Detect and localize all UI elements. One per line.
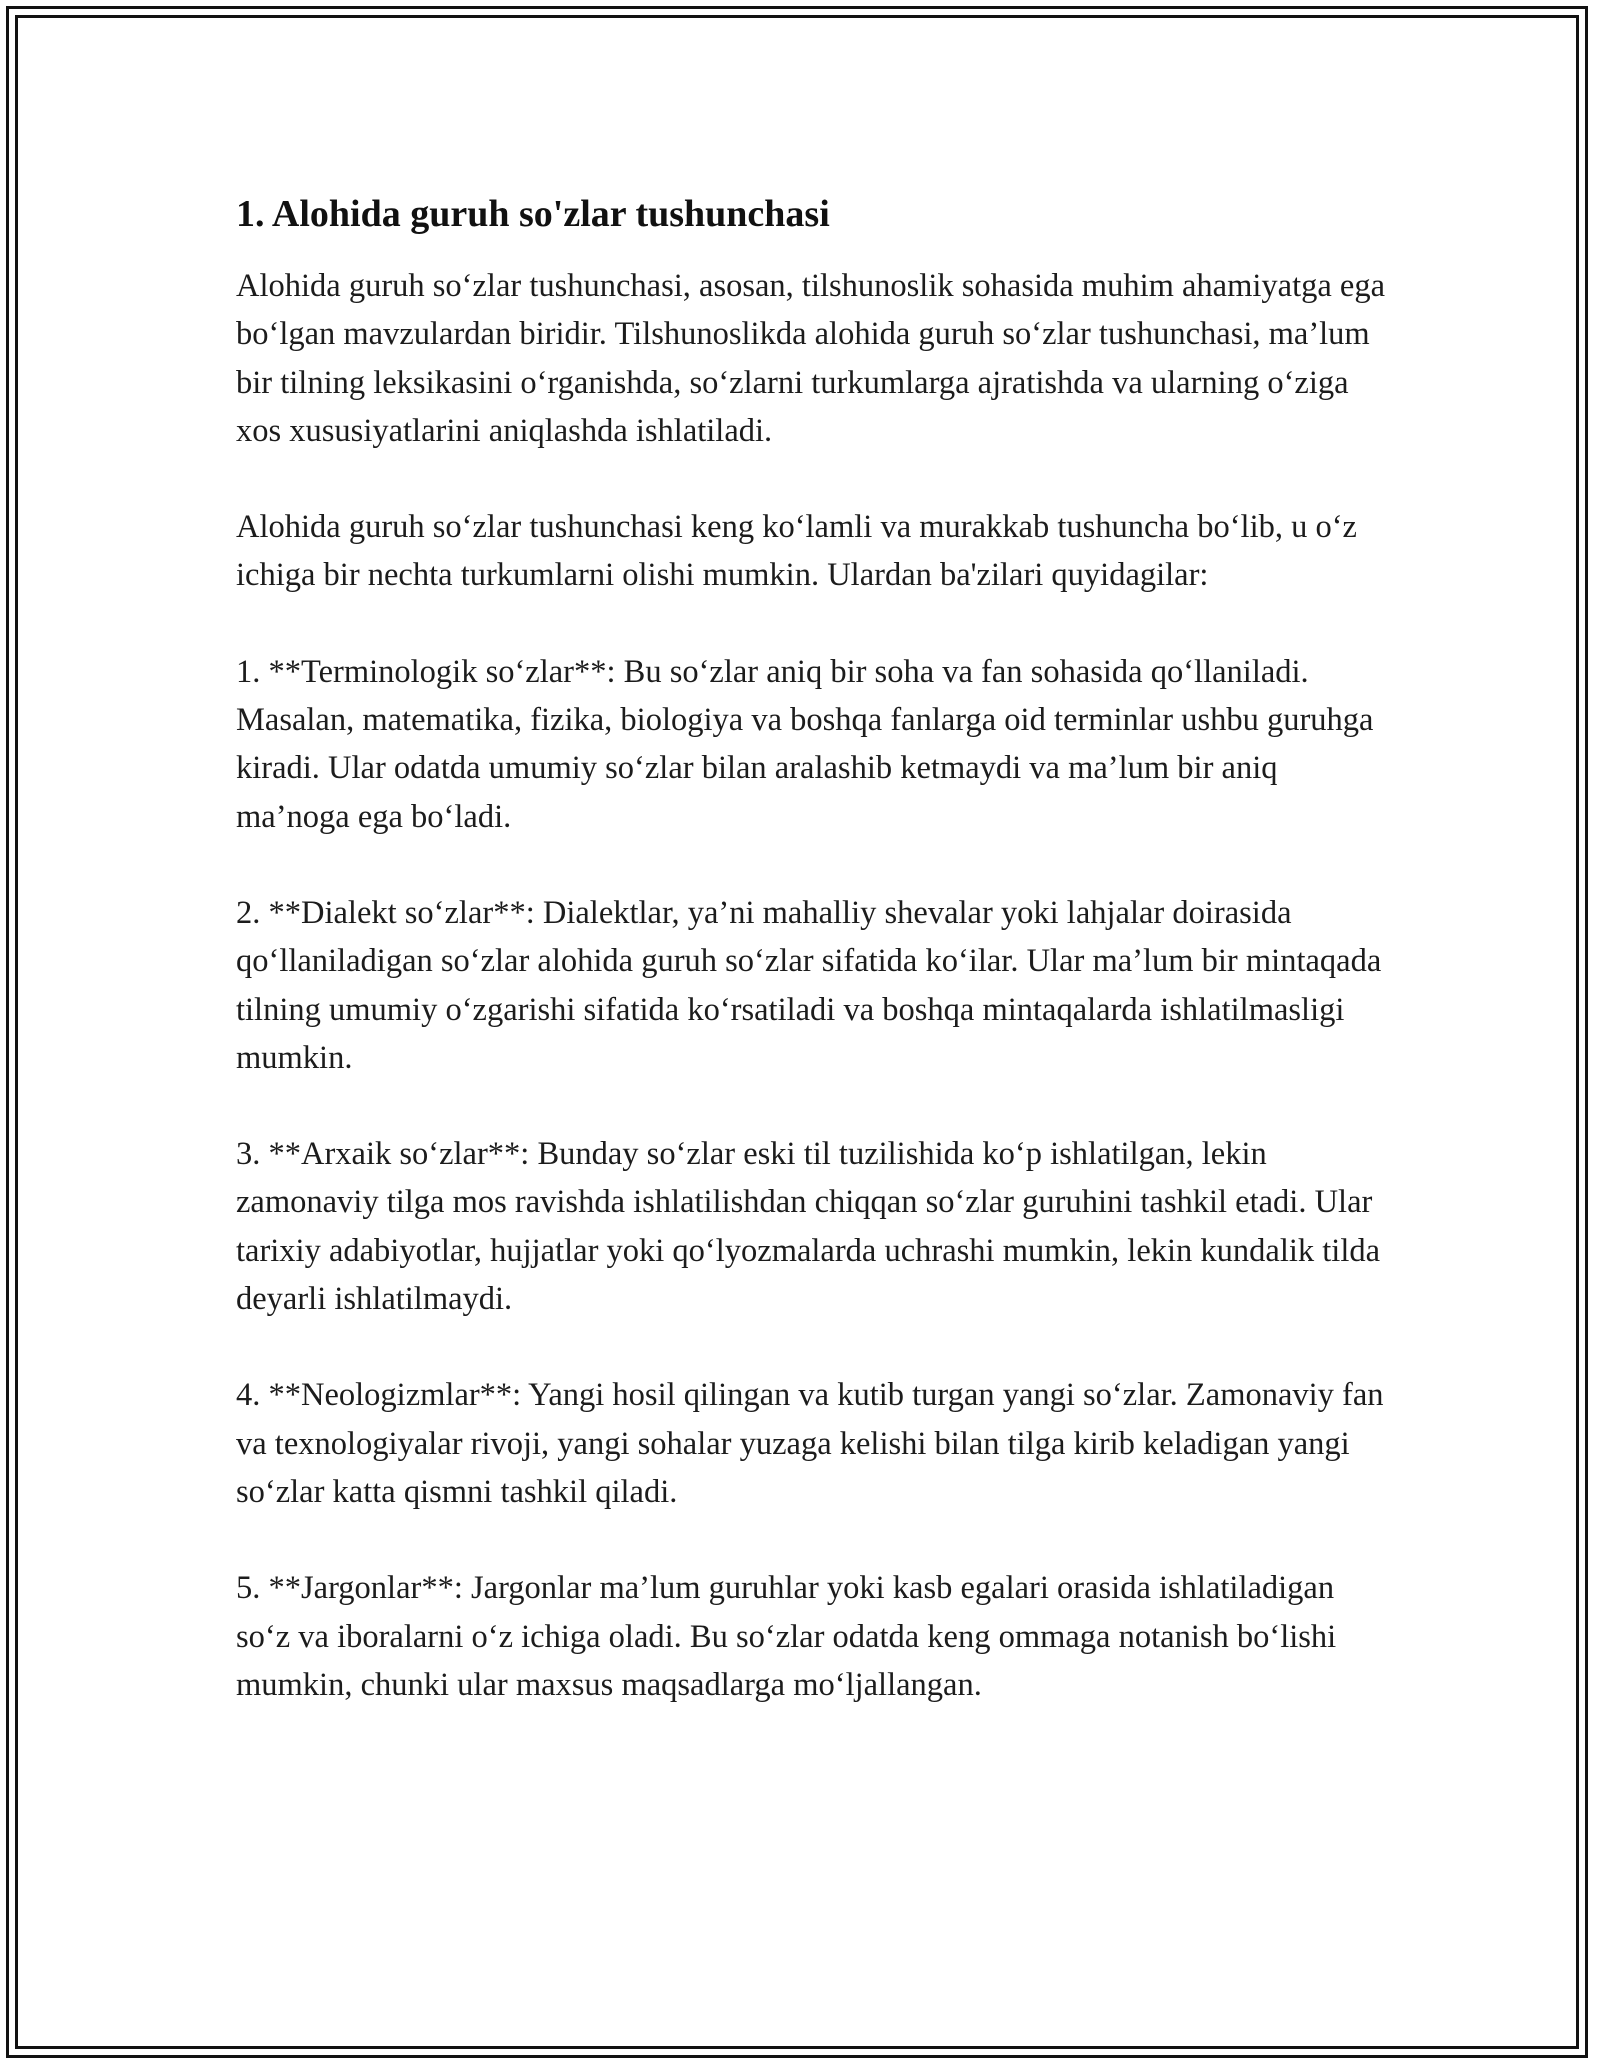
paragraph-intro: Alohida guruh so‘zlar tushunchasi, asosan, tilshunoslik sohasida muhim ahamiyatga ega bo‘lgan mavzulardan biridir. Tilshunoslikda alohida guruh so‘zlar tushunchasi, ma’lum bir tilning leksikasini o‘rganishda, so‘zlarni turkumlarga ajratishda va ularning o‘ziga xos xususiyatlarini aniqlashda ishlatiladi.: [236, 268, 1386, 449]
list-item-dialekt: 2. **Dialekt so‘zlar**: Dialektlar, ya’ni mahalliy shevalar yoki lahjalar doirasida qo‘llaniladigan so‘zlar alohida guruh so‘zlar sifatida ko‘ilar. Ular ma’lum bir mintaqada tilning umumiy o‘zgarishi sifatida ko‘rsatiladi va boshqa mintaqalarda ishlatilmasligi mumkin.: [236, 894, 1382, 1076]
list-item-neologizmlar: 4. **Neologizmlar**: Yangi hosil qilingan va kutib turgan yangi so‘zlar. Zamonaviy fan va texnologiyalar rivoji, yangi sohalar yuzaga kelishi bilan tilga kirib keladigan yangi so‘zlar katta qismni tashkil qiladi.: [236, 1377, 1384, 1510]
document-body: [236, 186, 1396, 1757]
list-item-jargonlar: 5. **Jargonlar**: Jargonlar ma’lum guruhlar yoki kasb egalari orasida ishlatiladigan so‘z va iboralarni o‘z ichiga oladi. Bu so‘zlar odatda keng ommaga notanish bo‘lishi mumkin, chunki ular maxsus maqsadlarga mo‘ljallangan.: [236, 1570, 1337, 1703]
paragraph-overview: Alohida guruh so‘zlar tushunchasi keng ko‘lamli va murakkab tushuncha bo‘lib, u o‘z ichiga bir nechta turkumlarni olishi mumkin. Ulardan ba'zilari quyidagilar:: [236, 509, 1357, 594]
list-item-terminologik: 1. **Terminologik so‘zlar**: Bu so‘zlar aniq bir soha va fan sohasida qo‘llaniladi. Masalan, matematika, fizika, biologiya va boshqa fanlarga oid terminlar ushbu guruhga kiradi. Ular odatda umumiy so‘zlar bilan aralashib ketmaydi va ma’lum bir aniq ma’noga ega bo‘ladi.: [236, 653, 1374, 835]
list-item-arxaik: 3. **Arxaik so‘zlar**: Bunday so‘zlar eski til tuzilishida ko‘p ishlatilgan, lekin zamonaviy tilga mos ravishda ishlatilishdan chiqqan so‘zlar guruhini tashkil etadi. Ular tarixiy adabiyotlar, hujjatlar yoki qo‘lyozmalarda uchrashi mumkin, lekin kundalik tilda deyarli ishlatilmaydi.: [236, 1136, 1381, 1318]
document-title: 1. Alohida guruh so'zlar tushunchasi: [236, 193, 830, 235]
